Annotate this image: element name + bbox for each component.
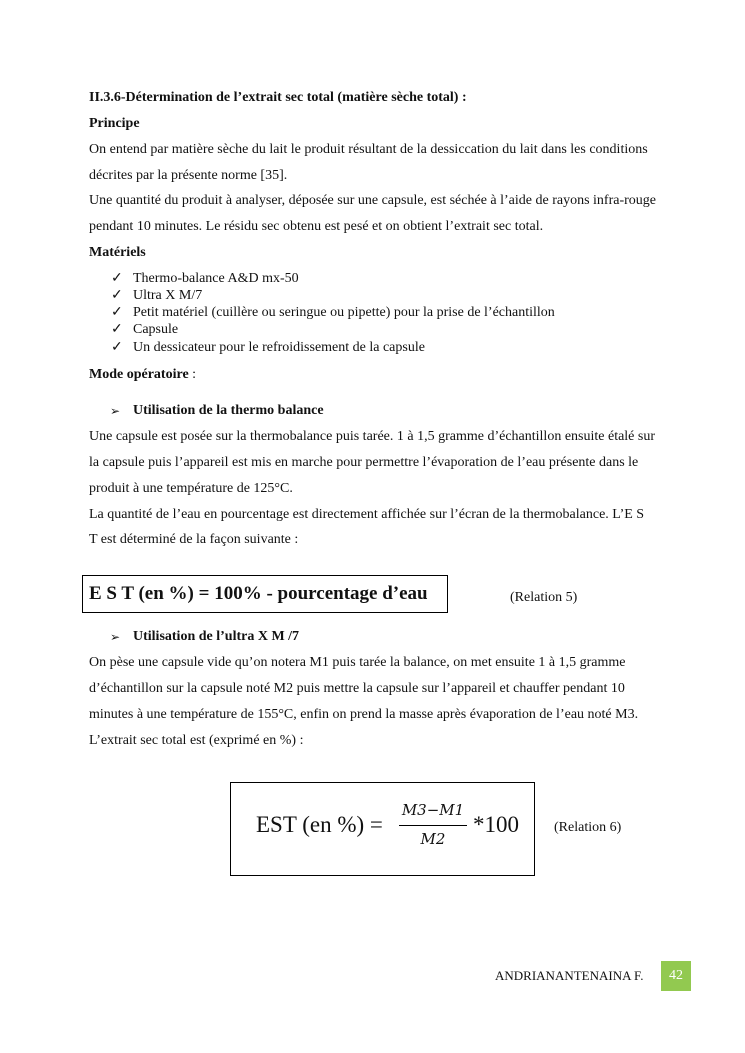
formula-1-text: E S T (en %) = 100% - pourcentage d’eau [89, 583, 428, 604]
thermo-line5: T est déterminé de la façon suivante : [89, 532, 299, 547]
fraction-bar [399, 825, 467, 826]
ultra-line1: On pèse une capsule vide qu’on notera M1 puis tarée la balance, on met ensuite 1 à 1,5 gramme [89, 655, 626, 670]
check-icon: ✓ [111, 271, 123, 286]
thermo-line1: Une capsule est posée sur la thermobalance puis tarée. 1 à 1,5 gramme d’échantillon ensuite étalé sur [89, 429, 656, 444]
arrow-bullet-icon: ➢ [110, 404, 121, 418]
footer-author: ANDRIANANTENAINA F. [495, 968, 644, 983]
ultra-line2: d’échantillon sur la capsule noté M2 puis mettre la capsule sur l’appareil et chauffer pendant 10 [89, 681, 625, 696]
thermo-heading: Utilisation de la thermo balance [133, 403, 324, 418]
list-item: Ultra X M/7 [133, 288, 203, 303]
formula-2-denominator: M2 [420, 830, 446, 848]
page-number: 42 [661, 961, 691, 991]
list-item: Un dessicateur pour le refroidissement de la capsule [133, 340, 425, 355]
check-icon: ✓ [111, 305, 123, 320]
thermo-line4: La quantité de l’eau en pourcentage est directement affichée sur l’écran de la thermobalance. L’E S [89, 507, 645, 522]
materiels-heading: Matériels [89, 245, 146, 260]
relation-5-label: (Relation 5) [510, 590, 578, 605]
formula-2-rhs: *100 [473, 812, 519, 837]
section-title: II.3.6-Détermination de l’extrait sec total (matière sèche total) : [89, 90, 467, 105]
formula-box-1 [82, 575, 448, 613]
arrow-bullet-icon: ➢ [110, 630, 121, 644]
ultra-heading: Utilisation de l’ultra X M /7 [133, 629, 300, 644]
mode-heading: Mode opératoire [89, 367, 189, 382]
thermo-line3: produit à une température de 125°C. [89, 481, 293, 496]
thermo-line2: la capsule puis l’appareil est mis en marche pour permettre l’évaporation de l’eau présente dans le [89, 455, 639, 470]
check-icon: ✓ [111, 340, 123, 355]
list-item: Petit matériel (cuillère ou seringue ou pipette) pour la prise de l’échantillon [133, 305, 555, 320]
principe-p1-line2: décrites par la présente norme [35]. [89, 168, 288, 183]
formula-box-2 [230, 782, 535, 876]
ultra-line4: L’extrait sec total est (exprimé en %) : [89, 733, 304, 748]
principe-p2-line2: pendant 10 minutes. Le résidu sec obtenu est pesé et on obtient l’extrait sec total. [89, 219, 544, 234]
check-icon: ✓ [111, 288, 123, 303]
mode-heading-line [89, 367, 691, 383]
relation-6-label: (Relation 6) [554, 820, 622, 835]
formula-2-numerator: M3−M1 [401, 801, 465, 819]
list-item: Capsule [133, 322, 179, 337]
list-item: Thermo-balance A&D mx-50 [133, 271, 299, 286]
mode-heading-suffix: : [188, 367, 197, 382]
principe-p1-line1: On entend par matière sèche du lait le produit résultant de la dessiccation du lait dans les conditions [89, 142, 648, 157]
ultra-line3: minutes à une température de 155°C, enfin on prend la masse après évaporation de l’eau noté M3. [89, 707, 639, 722]
principe-p2-line1: Une quantité du produit à analyser, déposée sur une capsule, est séchée à l’aide de rayons infra-rouge [89, 193, 656, 208]
principe-heading: Principe [89, 116, 140, 131]
check-icon: ✓ [111, 322, 123, 337]
formula-2-lhs: EST (en %) = [256, 812, 383, 837]
